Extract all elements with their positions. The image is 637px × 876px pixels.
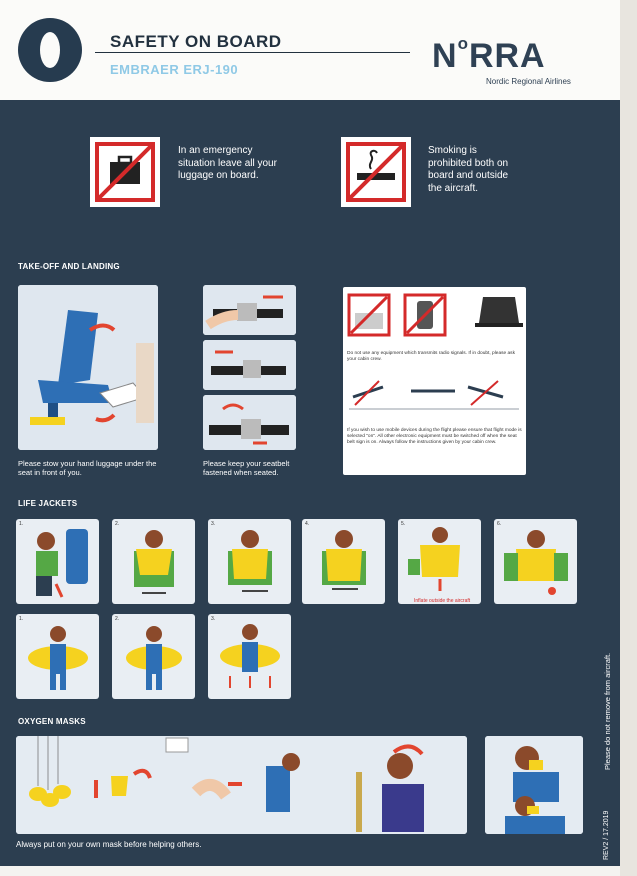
step-number: 3. bbox=[211, 521, 216, 527]
brand-logo bbox=[432, 34, 546, 76]
step-number: 5. bbox=[401, 521, 406, 527]
child-life-jacket-step-2 bbox=[112, 614, 195, 699]
inflate-outside-note: Inflate outside the aircraft bbox=[414, 598, 471, 604]
life-jacket-step-6 bbox=[494, 519, 577, 604]
seatbelt-caption: Please keep your seatbelt fastened when seated. bbox=[203, 459, 290, 477]
oxygen-masks-heading: OXYGEN MASKS bbox=[18, 717, 86, 726]
luggage-notice: In an emergency situation leave all your luggage on board. bbox=[178, 145, 277, 181]
aircraft-type: EMBRAER ERJ-190 bbox=[110, 62, 239, 77]
no-smoking-sign-icon bbox=[341, 137, 411, 207]
devices-warning-text: Do not use any equipment which transmits radio signals. If in doubt, please ask your cabin crew. bbox=[347, 351, 515, 362]
step-number: 4. bbox=[305, 521, 310, 527]
smoking-notice: Smoking is prohibited both on board and outside the aircraft. bbox=[428, 145, 509, 194]
seatbelt-step-3 bbox=[203, 395, 296, 450]
revision-code: REV2 / 17.2019 bbox=[603, 810, 610, 860]
norra-circle-logo bbox=[18, 18, 82, 82]
stow-caption: Please stow your hand luggage under the seat in front of you. bbox=[18, 459, 157, 477]
seatbelt-step-2 bbox=[203, 340, 296, 390]
stow-luggage-illustration bbox=[18, 285, 158, 450]
life-jackets-heading: LIFE JACKETS bbox=[18, 499, 78, 508]
child-life-jacket-step-1 bbox=[16, 614, 99, 699]
life-jacket-step-4 bbox=[302, 519, 385, 604]
oxygen-mask-help-others bbox=[485, 736, 583, 834]
life-jacket-step-2 bbox=[112, 519, 195, 604]
page-title: SAFETY ON BOARD bbox=[110, 32, 282, 51]
brand-name: RRA bbox=[468, 37, 546, 75]
devices-flight-mode-text: If you wish to use mobile devices during the flight please ensure that flight mode is selected "on". All other electronic equipment must be switched off when the seat belt sign is on. Always follow the instructions given by your cabin crew. bbox=[347, 428, 522, 445]
step-number: 2. bbox=[115, 521, 120, 527]
child-life-jacket-step-3 bbox=[208, 614, 291, 699]
do-not-remove-notice: Please do not remove from aircraft. bbox=[603, 652, 612, 770]
life-jacket-step-5 bbox=[398, 519, 481, 604]
card-edge bbox=[620, 0, 637, 876]
title-divider bbox=[95, 52, 410, 53]
electronic-devices-panel bbox=[343, 287, 526, 475]
life-jacket-step-3 bbox=[208, 519, 291, 604]
step-number: 6. bbox=[497, 521, 502, 527]
brand-prefix: N bbox=[432, 37, 458, 75]
step-number: 2. bbox=[115, 616, 120, 622]
step-number: 1. bbox=[19, 521, 24, 527]
takeoff-heading: TAKE-OFF AND LANDING bbox=[18, 262, 120, 271]
life-jacket-step-1 bbox=[16, 519, 99, 604]
header bbox=[0, 0, 620, 100]
step-number: 1. bbox=[19, 616, 24, 622]
oxygen-mask-sequence bbox=[16, 736, 467, 834]
no-luggage-sign-icon bbox=[90, 137, 160, 207]
brand-tagline: Nordic Regional Airlines bbox=[486, 77, 571, 86]
step-number: 3. bbox=[211, 616, 216, 622]
seatbelt-step-1 bbox=[203, 285, 296, 335]
brand-sup: o bbox=[457, 34, 469, 53]
oxygen-caption: Always put on your own mask before helping others. bbox=[16, 840, 202, 849]
